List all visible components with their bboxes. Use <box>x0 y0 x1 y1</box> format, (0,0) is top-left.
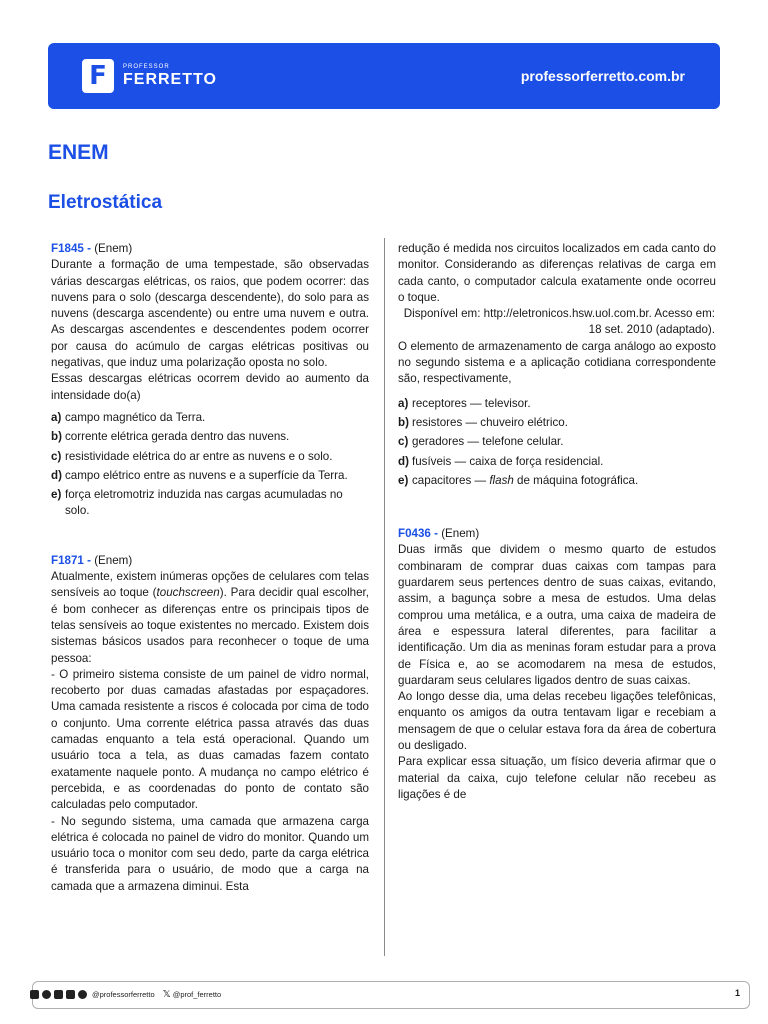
social-links <box>30 989 221 1000</box>
question-text: Atualmente, existem inúmeras opções de celulares com telas sensíveis ao toque (touchscreen). Para decidir qual escolher, é bom conhecer as diferenças entre os principais tipos de telas sensíveis ao toque existentes no mercado. Existem dois sistemas básicos usados para reconhecer o toque de uma pessoa: <box>51 570 369 665</box>
question-source: (Enem) <box>90 553 133 567</box>
column-divider <box>384 238 385 956</box>
option-e[interactable]: e) força eletromotriz induzida nas cargas acumuladas no solo. <box>51 488 343 518</box>
instagram-icon[interactable] <box>42 990 51 999</box>
option-d[interactable]: d) fusíveis — caixa de força residencial. <box>398 454 604 468</box>
telegram-icon[interactable] <box>78 990 87 999</box>
right-column <box>398 241 716 803</box>
left-column <box>51 241 369 895</box>
option-c[interactable]: c) geradores — telefone celular. <box>398 435 564 449</box>
question-prompt: Essas descargas elétricas ocorrem devido ao aumento da intensidade do(a) <box>51 372 369 402</box>
topic-title: Eletrostática <box>48 192 163 213</box>
question-paragraph: Ao longo desse dia, uma delas recebeu ligações telefônicas, enquanto os amigos da outra tentavam ligar e recebiam a mensagem de que o celular estava fora da área de cobertura ou desligado. <box>398 690 716 753</box>
youtube-icon[interactable] <box>30 990 39 999</box>
option-b[interactable]: b) corrente elétrica gerada dentro das nuvens. <box>51 430 290 444</box>
option-a[interactable]: a) campo magnético da Terra. <box>51 410 206 424</box>
option-a[interactable]: a) receptores — televisor. <box>398 396 531 410</box>
question-id: F1871 - <box>51 553 91 567</box>
site-link[interactable]: professorferretto.com.br <box>520 68 685 84</box>
question-prompt: O elemento de armazenamento de carga análogo ao exposto no segundo sistema e a aplicação cotidiana correspondente são, respectivamente, <box>398 339 716 386</box>
question-id: F0436 - <box>398 527 438 541</box>
social-handle[interactable]: @professorferretto <box>92 990 155 999</box>
option-b[interactable]: b) resistores — chuveiro elétrico. <box>398 415 568 429</box>
option-c[interactable]: c) resistividade elétrica do ar entre as nuvens e o solo. <box>51 449 333 463</box>
question-paragraph: Duas irmãs que dividem o mesmo quarto de estudos combinaram de comprar duas caixas com tampas para guardarem seus pertences dentro de suas caixas, evitando, assim, a bagunça sobre a mesa de estudos. Uma delas comprou uma metálica, e a outra, uma caixa de madeira de área e espessura lateral diferentes, para facilitar a identificação. Um dia as meninas foram estudar para a prova de Física e, ao se acomodarem na mesa de estudos, guardaram seus celulares ligados dentro de suas caixas. <box>398 543 716 687</box>
logo-title: FERRETTO <box>123 71 217 88</box>
question-paragraph: - No segundo sistema, uma camada que armazena carga elétrica é colocada no painel de vidro do monitor. Quando um usuário toca o monitor com seu dedo, parte da carga elétrica é transferida para o usuário, de modo que a carga na camada que a armazena diminui. Esta <box>51 814 369 893</box>
exam-title: ENEM <box>48 141 109 164</box>
page-number: 1 <box>734 988 740 998</box>
question-header <box>51 553 369 569</box>
question-paragraph: - O primeiro sistema consiste de um painel de vidro normal, recoberto por duas camadas afastadas por espaçadores. Uma camada resistente a riscos é colocada por cima de todo o conjunto. Uma corrente elétrica passa através das duas camadas enquanto a tela está operacional. Quando um usuário toca a tela, as duas camadas fazem contato exatamente naquele ponto. A mudança no campo elétrico é percebida, e as coordenadas do ponto de contato são calculadas pelo computador. <box>51 667 369 812</box>
logo-icon: F <box>82 59 114 93</box>
question-source: (Enem) <box>437 527 480 541</box>
question-id: F1845 - <box>51 242 91 255</box>
options-list <box>398 396 716 489</box>
source-citation: Disponível em: http://eletronicos.hsw.uol.com.br. Acesso em: 18 set. 2010 (adaptado). <box>403 307 715 337</box>
question-paragraph: redução é medida nos circuitos localizados em cada canto do monitor. Considerando as diferenças relativas de carga em cada canto, o computador calcula exatamente onde ocorreu o toque. <box>398 242 716 304</box>
question-paragraph: Para explicar essa situação, um físico deveria afirmar que o material da caixa, cujo telefone celular não recebeu as ligações é de <box>398 755 716 801</box>
option-d[interactable]: d) campo elétrico entre as nuvens e a superfície da Terra. <box>51 468 348 482</box>
header-banner <box>48 43 720 109</box>
social-handle[interactable]: @prof_ferretto <box>172 990 222 999</box>
question-header <box>51 241 369 257</box>
logo[interactable] <box>82 59 217 93</box>
options-list <box>51 410 369 520</box>
tiktok-icon[interactable] <box>66 990 75 999</box>
question-header <box>398 526 716 542</box>
question-text: Durante a formação de uma tempestade, são observadas várias descargas elétricas, os raios, que podem ocorrer: das nuvens para o solo (descarga descendente), do solo para as nuvens (descarga ascendente) ou entre uma nuvem e outra. As descargas ascendentes e descendentes podem ocorrer por causa do acúmulo de cargas elétricas positivas ou negativas, que induz uma polarização oposta no solo. <box>51 258 369 370</box>
question-source: (Enem) <box>90 242 133 255</box>
logo-subtitle: PROFESSOR <box>123 64 170 70</box>
x-icon[interactable]: 𝕏 <box>162 989 171 1000</box>
facebook-icon[interactable] <box>54 990 63 999</box>
option-e[interactable]: e) capacitores — flash de máquina fotográfica. <box>398 473 639 487</box>
